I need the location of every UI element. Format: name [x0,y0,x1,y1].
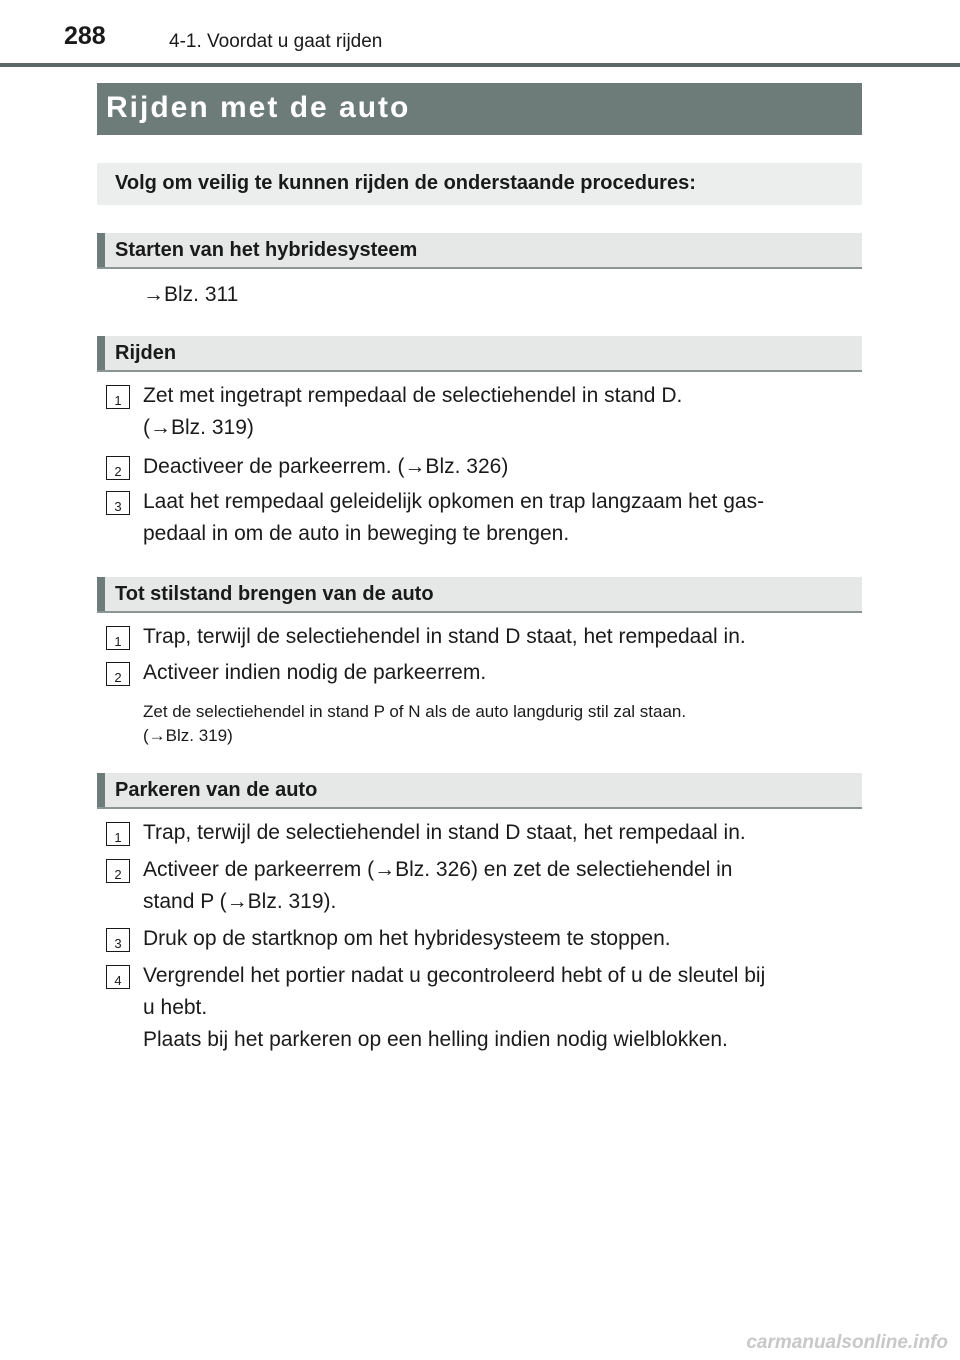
step-number-badge: 2 [106,859,130,883]
step-text: Laat het rempedaal geleidelijk opkomen en trap langzaam het gas- [143,490,765,513]
step-text: Trap, terwijl de selectiehendel in stand D staat, het rempedaal in. [143,821,746,844]
step-text: pedaal in om de auto in beweging te brengen. [143,522,570,545]
step-number-badge: 4 [106,965,130,989]
section-heading-label: Rijden [115,342,177,364]
step-number-badge: 3 [106,928,130,952]
section-heading-parking [97,773,862,809]
section-heading-label: Tot stilstand brengen van de auto [115,583,434,605]
step-number-badge: 1 [106,385,130,409]
step-number-badge: 2 [106,662,130,686]
intro-text: Volg om veilig te kunnen rijden de onderstaande procedures: [115,172,696,194]
page-reference-link[interactable]: →Blz. 311 [143,283,239,306]
page-title-bar [97,83,862,135]
step-number-badge: 1 [106,822,130,846]
step-number-badge: 2 [106,456,130,480]
page-number: 288 [64,22,106,50]
header-divider [0,63,960,67]
step-text: Trap, terwijl de selectiehendel in stand D staat, het rempedaal in. [143,625,746,648]
step-text: Vergrendel het portier nadat u gecontroleerd hebt of u de sleutel bij [143,964,766,987]
note-text: Zet de selectiehendel in stand P of N als de auto langdurig stil zal staan. [143,702,687,721]
watermark: carmanualsonline.info [746,1332,948,1353]
intro-box [97,163,862,205]
section-heading-stopping [97,577,862,613]
step-text: Deactiveer de parkeerrem. (→Blz. 326) [143,455,509,478]
step-text: Druk op de startknop om het hybridesysteem te stoppen. [143,927,671,950]
section-heading-starting [97,233,862,269]
page-title: Rijden met de auto [106,91,411,124]
step-number-badge: 1 [106,626,130,650]
section-heading-label: Parkeren van de auto [115,779,318,801]
step-text: stand P (→Blz. 319). [143,890,337,913]
step-number-badge: 3 [106,491,130,515]
chapter-reference: 4-1. Voordat u gaat rijden [169,31,383,52]
step-text: Activeer indien nodig de parkeerrem. [143,661,487,684]
step-text: Activeer de parkeerrem (→Blz. 326) en zet de selectiehendel in [143,858,733,881]
step-text: Zet met ingetrapt rempedaal de selectiehendel in stand D. [143,384,683,407]
step-text: (→Blz. 319) [143,416,254,439]
page-header [0,0,960,70]
step-text: u hebt. [143,996,208,1019]
step-text: Plaats bij het parkeren op een helling indien nodig wielblokken. [143,1028,728,1051]
section-heading-label: Starten van het hybridesysteem [115,239,418,261]
section-heading-driving [97,336,862,372]
note-text: (→Blz. 319) [143,726,233,745]
